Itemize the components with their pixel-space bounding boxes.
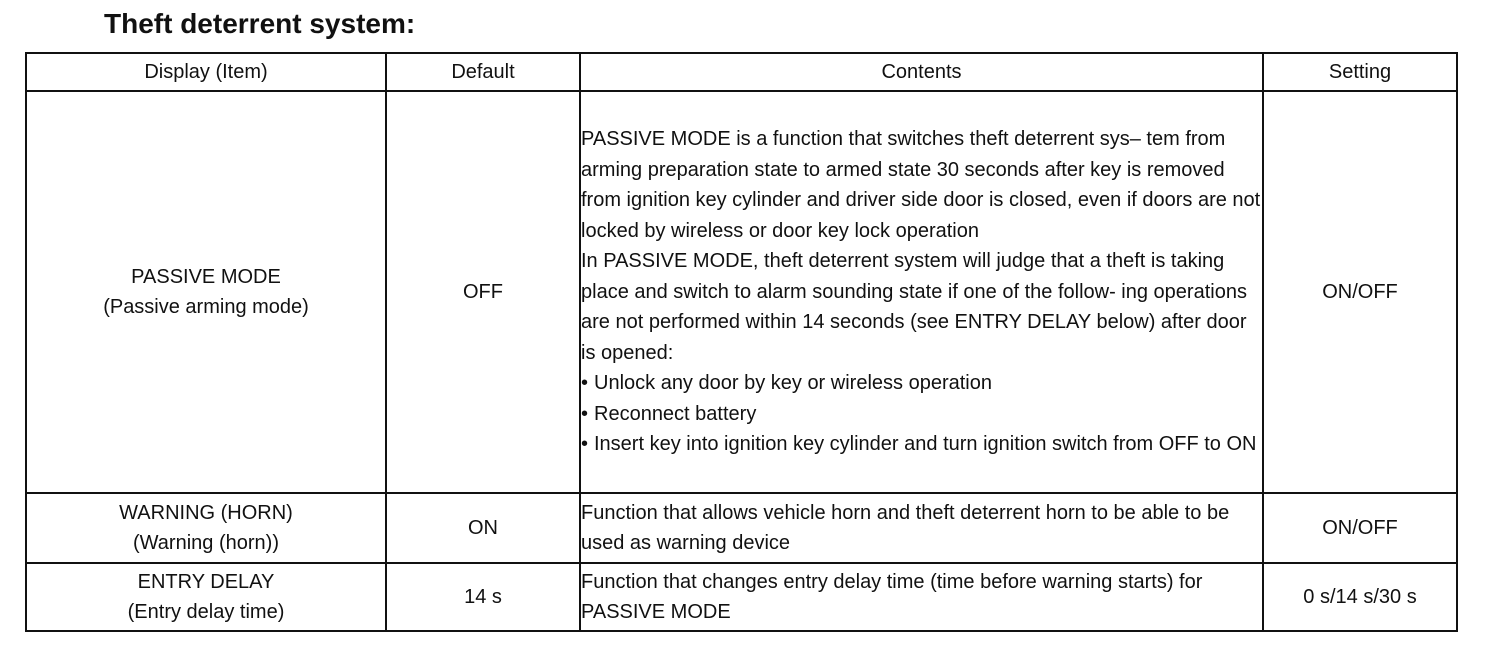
header-contents: Contents [580,53,1263,91]
header-display-item: Display (Item) [26,53,386,91]
default-value: OFF [386,91,580,493]
condition-list-item: • Insert key into ignition key cylinder and turn ignition switch from OFF to ON [581,429,1262,460]
contents-paragraph: Function that changes entry delay time (time before warning starts) for PASSIVE MODE [581,570,1203,623]
item-name: ENTRY DELAY [137,570,275,593]
settings-table [25,52,1458,632]
setting-value: ON/OFF [1263,91,1457,493]
table-header-row [26,53,1457,91]
setting-value: ON/OFF [1263,493,1457,563]
header-setting: Setting [1263,53,1457,91]
item-name: PASSIVE MODE [131,265,281,288]
contents-cell [580,91,1263,493]
condition-list-item: • Unlock any door by key or wireless operation [581,368,1262,399]
display-item-cell [26,563,386,631]
contents-cell [580,563,1263,631]
condition-list [581,368,1262,460]
display-item-cell [26,91,386,493]
contents-cell [580,493,1263,563]
display-item-cell [26,493,386,563]
page-title: Theft deterrent system: [104,8,416,39]
table-row-passive-mode [26,91,1457,493]
item-subtitle: (Warning (horn)) [133,532,279,554]
contents-paragraph: Function that allows vehicle horn and theft deterrent horn to be able to be used as warning device [581,501,1230,554]
header-default: Default [386,53,580,91]
item-name: WARNING (HORN) [119,501,293,524]
item-subtitle: (Passive arming mode) [103,296,309,318]
default-value: 14 s [386,563,580,631]
item-subtitle: (Entry delay time) [127,601,285,623]
setting-value: 0 s/14 s/30 s [1263,563,1457,631]
table-row-warning-horn [26,493,1457,563]
default-value: ON [386,493,580,563]
contents-paragraph: In PASSIVE MODE, theft deterrent system will judge that a theft is taking place and switch to alarm sounding state if one of the follow- ing operations are not performed within 14 seconds (see ENTRY DELAY below) after door is opened: [581,250,1247,364]
condition-list-item: • Reconnect battery [581,399,1262,430]
table-row-entry-delay [26,563,1457,631]
contents-paragraph: PASSIVE MODE is a function that switches theft deterrent sys– tem from arming preparation state to armed state 30 seconds after key is removed from ignition key cylinder and driver side door is closed, even if doors are not locked by wireless or door key lock operation [581,128,1261,242]
